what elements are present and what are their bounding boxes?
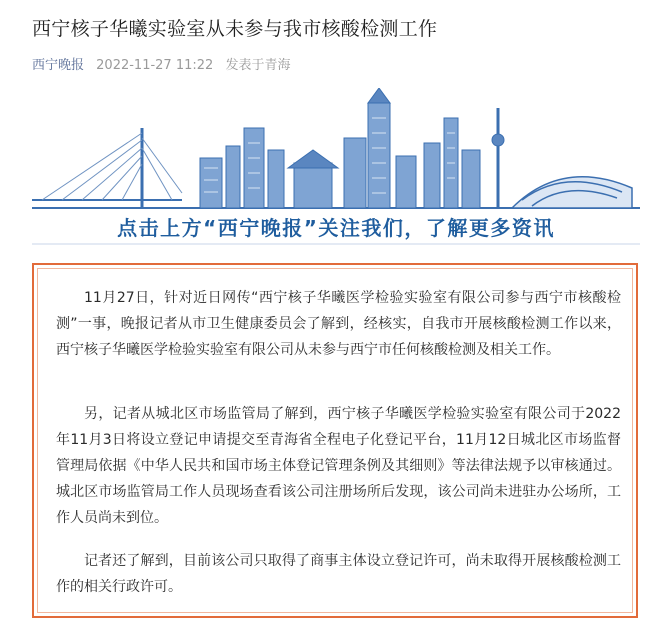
follow-slogan: 点击上方“西宁晚报”关注我们，了解更多资讯 bbox=[117, 216, 555, 240]
paragraph-1: 11月27日，针对近日网传“西宁核子华曦医学检验实验室有限公司参与西宁市核酸检测”一事，晚报记者从市卫生健康委员会了解到，经核实，自我市开展核酸检测工作以来，西宁核子华曦医学检验实验室有限公司从未参与西宁市任何核酸检测及相关工作。 bbox=[56, 290, 621, 358]
source-link[interactable]: 西宁晚报 bbox=[32, 58, 85, 73]
article-meta bbox=[32, 54, 290, 73]
paragraph-3: 记者还了解到，目前该公司只取得了商事主体设立登记许可，尚未取得开展核酸检测工作的相关行政许可。 bbox=[56, 553, 621, 595]
paragraph-2: 另，记者从城北区市场监管局了解到，西宁核子华曦医学检验实验室有限公司于2022年11月3日将设立登记申请提交至青海省全程电子化登记平台，11月12日城北区市场监督管理局依据《中华人民共和国市场主体登记管理条例及其细则》等法律法规予以审核通过。城北区市场监管局工作人员现场查看该公司注册场所后发现，该公司尚未进驻办公场所，工作人员尚未到位。 bbox=[56, 406, 621, 526]
article-body bbox=[32, 263, 638, 618]
publish-location: 发表于青海 bbox=[225, 58, 291, 73]
publish-time: 2022-11-27 11:22 bbox=[96, 58, 214, 73]
follow-banner[interactable] bbox=[32, 88, 640, 250]
article-title: 西宁核子华曦实验室从未参与我市核酸检测工作 bbox=[32, 18, 438, 40]
